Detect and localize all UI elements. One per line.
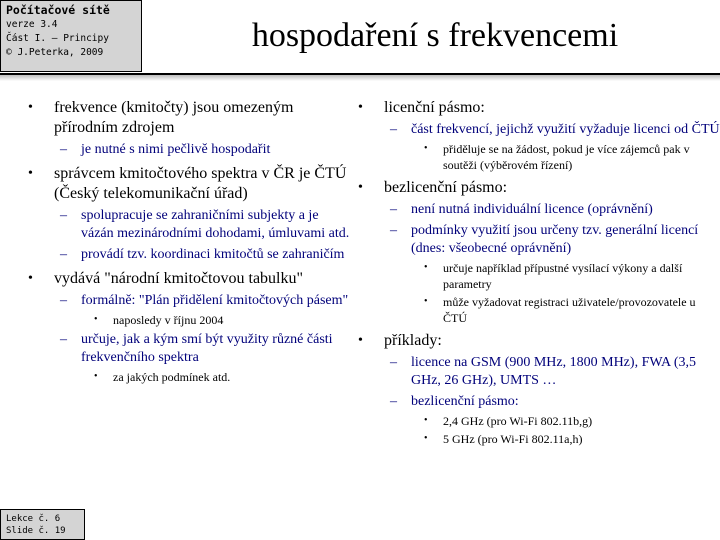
bullet-text: bezlicenční pásmo: [384, 179, 508, 196]
bullet-marker: • [424, 262, 428, 273]
bullet-marker: • [358, 180, 363, 195]
bullet-marker: • [28, 271, 33, 286]
slide-number: Slide č. 19 [6, 526, 66, 536]
sub-sub-bullet-item [22, 312, 352, 328]
bullet-text: může vyžadovat registraci uživatele/provozovatele u ČTÚ [443, 295, 696, 325]
sub-bullet-item [22, 207, 352, 243]
bullet-text: určuje například přípustné vysílací výkony a další parametry [443, 261, 683, 291]
bullet-marker: • [358, 333, 363, 348]
bullet-marker: – [60, 208, 67, 223]
sub-bullet-item [22, 292, 352, 310]
bullet-marker: • [94, 371, 98, 382]
sub-sub-bullet-item [22, 369, 352, 385]
part-label: Část I. – Principy [6, 33, 109, 44]
bullet-marker: – [390, 223, 397, 238]
bullet-text: bezlicenční pásmo: [411, 394, 519, 409]
bullet-marker: • [94, 314, 98, 325]
right-column [352, 93, 720, 447]
sub-bullet-item [22, 331, 352, 367]
sub-sub-bullet-item [352, 141, 720, 173]
bullet-item [22, 269, 352, 289]
bullet-marker: – [60, 247, 67, 262]
bullet-marker: • [424, 415, 428, 426]
bullet-text: vydává "národní kmitočtovou tabulku" [54, 270, 304, 287]
bullet-marker: • [424, 143, 428, 154]
bullet-text: příklady: [384, 332, 442, 349]
sub-sub-bullet-item [352, 413, 720, 429]
bullet-marker: – [60, 142, 67, 157]
sub-sub-bullet-item [352, 260, 720, 292]
bullet-marker: – [390, 122, 397, 137]
bullet-marker: • [28, 166, 33, 181]
sub-bullet-item [352, 393, 720, 411]
sub-bullet-item [352, 222, 720, 258]
lesson-number: Lekce č. 6 [6, 514, 61, 524]
bullet-text: část frekvencí, jejichž využití vyžaduje licenci od ČTÚ [411, 122, 720, 137]
bullet-text: 5 GHz (pro Wi-Fi 802.11a,h) [443, 432, 583, 446]
bullet-marker: – [390, 355, 397, 370]
bullet-text: podmínky využití jsou určeny tzv. generální licencí (dnes: všeobecné oprávnění) [411, 223, 699, 256]
bullet-text: není nutná individuální licence (oprávnění) [411, 202, 653, 217]
bullet-text: správcem kmitočtového spektra v ČR je ČTÚ (Český telekomunikační úřad) [54, 165, 347, 202]
bullet-text: formálně: "Plán přidělení kmitočtových pásem" [81, 293, 349, 308]
bullet-text: spolupracuje se zahraničními subjekty a je vázán mezinárodními dohodami, úmluvami atd. [81, 208, 350, 241]
bullet-text: provádí tzv. koordinaci kmitočtů se zahraničím [81, 247, 345, 262]
bullet-item [22, 164, 352, 204]
bullet-item [352, 178, 720, 198]
bullet-item [22, 98, 352, 138]
bullet-text: je nutné s nimi pečlivě hospodařit [81, 142, 271, 157]
bullet-text: 2,4 GHz (pro Wi-Fi 802.11b,g) [443, 414, 593, 428]
bullet-text: určuje, jak a kým smí být využity různé části frekvenčního spektra [81, 332, 333, 365]
bullet-marker: • [424, 433, 428, 444]
bullet-marker: – [390, 394, 397, 409]
slide-header [0, 0, 720, 74]
slide-title: hospodaření s frekvencemi [251, 17, 619, 54]
bullet-marker: – [60, 332, 67, 347]
left-column [22, 93, 352, 385]
sub-sub-bullet-item [352, 431, 720, 447]
course-name: Počítačové sítě [6, 3, 110, 17]
bullet-item [352, 331, 720, 351]
bullet-text: licence na GSM (900 MHz, 1800 MHz), FWA (3,5 GHz, 26 GHz), UMTS … [411, 355, 697, 388]
bullet-text: za jakých podmínek atd. [113, 370, 231, 384]
sub-bullet-item [352, 354, 720, 390]
header-shadow [0, 75, 720, 81]
sub-bullet-item [352, 121, 720, 139]
copyright-label: © J.Peterka, 2009 [6, 47, 104, 58]
bullet-marker: – [390, 202, 397, 217]
bullet-item [352, 98, 720, 118]
bullet-text: frekvence (kmitočty) jsou omezeným přírodním zdrojem [54, 99, 294, 136]
version-label: verze 3.4 [6, 19, 58, 30]
sub-bullet-item [22, 246, 352, 264]
bullet-text: licenční pásmo: [384, 99, 485, 116]
sub-sub-bullet-item [352, 294, 720, 326]
slide-footer [0, 509, 85, 540]
bullet-marker: • [424, 296, 428, 307]
bullet-marker: • [28, 100, 33, 115]
sub-bullet-item [352, 201, 720, 219]
sub-bullet-item [22, 141, 352, 159]
course-info-box [0, 0, 142, 72]
bullet-text: přiděluje se na žádost, pokud je více zájemců pak v soutěži (výběrovém řízení) [443, 142, 690, 172]
bullet-marker: – [60, 293, 67, 308]
bullet-text: naposledy v říjnu 2004 [113, 313, 224, 327]
bullet-marker: • [358, 100, 363, 115]
